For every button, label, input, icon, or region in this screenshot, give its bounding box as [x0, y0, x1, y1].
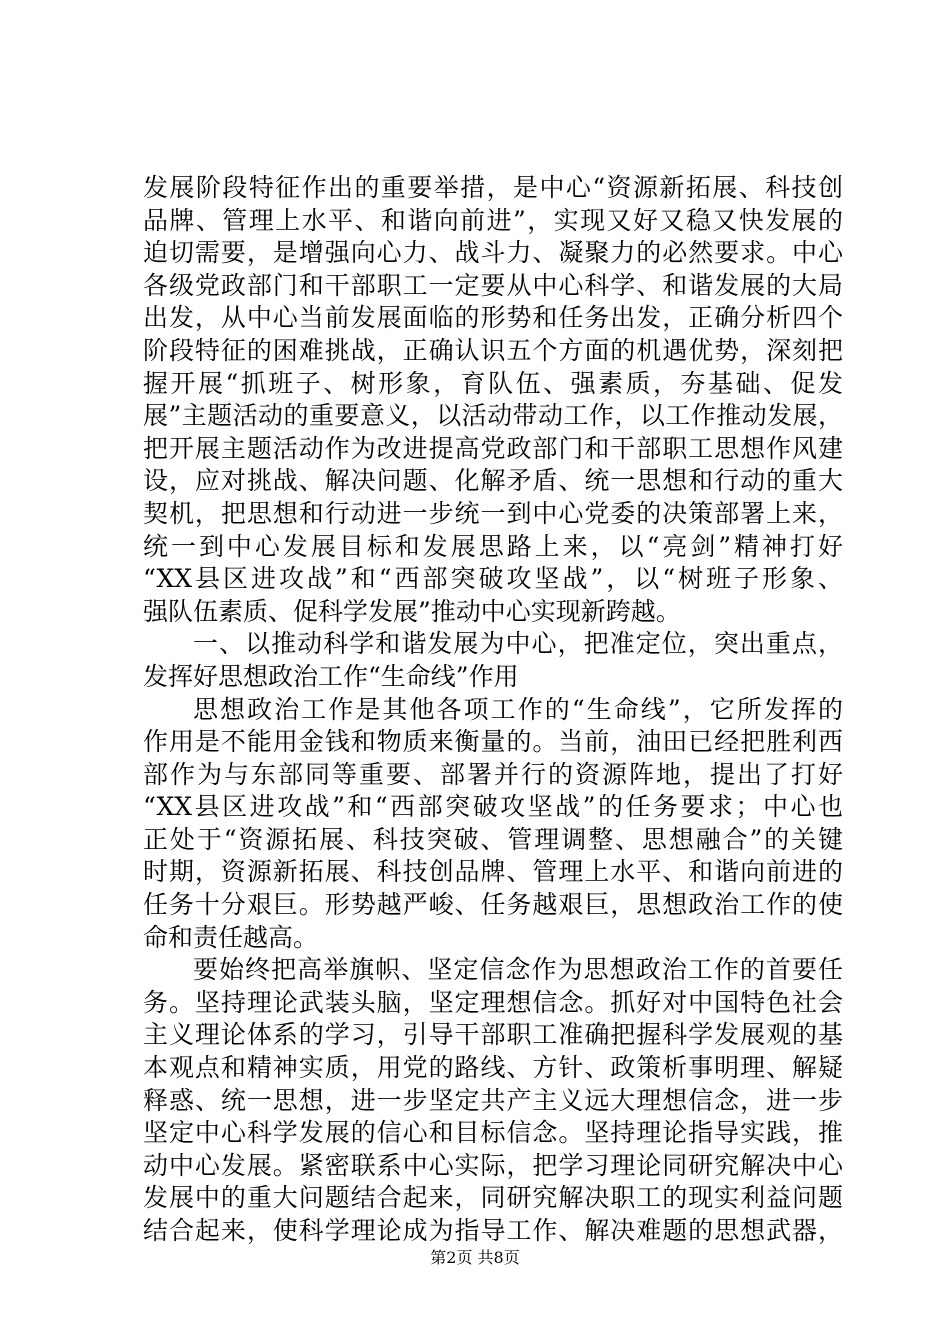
- text-line: 坚定中心科学发展的信心和目标信念。坚持理论指导实践，推: [143, 1118, 843, 1148]
- text-line: 契机，把思想和行动进一步统一到中心党委的决策部署上来，: [143, 498, 843, 528]
- page-footer: [0, 1248, 950, 1268]
- text-line: 品牌、管理上水平、和谐向前进”，实现又好又稳又快发展的: [143, 205, 843, 235]
- text-line: 释惑、统一思想，进一步坚定共产主义远大理想信念，进一步: [143, 1085, 843, 1115]
- text-line: 展”主题活动的重要意义，以活动带动工作，以工作推动发展，: [143, 401, 843, 431]
- text-line: 正处于“资源拓展、科技突破、管理调整、思想融合”的关键: [143, 824, 843, 854]
- page-number-label: 第2页 共8页: [430, 1248, 520, 1267]
- text-line: 握开展“抓班子、树形象，育队伍、强素质，夯基础、促发: [143, 368, 843, 398]
- section-heading-line: 发挥好思想政治工作“生命线”作用: [143, 661, 519, 691]
- text-line: 作用是不能用金钱和物质来衡量的。当前，油田已经把胜利西: [143, 727, 843, 757]
- document-body: [143, 172, 843, 1248]
- text-line: 主义理论体系的学习，引导干部职工准确把握科学发展观的基: [143, 1020, 843, 1050]
- text-line: 结合起来，使科学理论成为指导工作、解决难题的思想武器，: [143, 1216, 843, 1245]
- text-line: 命和责任越高。: [143, 922, 319, 952]
- text-line: 要始终把高举旗帜、坚定信念作为思想政治工作的首要任: [193, 955, 843, 985]
- text-line: 强队伍素质、促科学发展”推动中心实现新跨越。: [143, 596, 681, 626]
- text-line: 部作为与东部同等重要、部署并行的资源阵地，提出了打好: [143, 759, 843, 789]
- text-line: 迫切需要，是增强向心力、战斗力、凝聚力的必然要求。中心: [143, 238, 843, 268]
- text-line: 动中心发展。紧密联系中心实际，把学习理论同研究解决中心: [143, 1150, 843, 1180]
- text-line: 发展中的重大问题结合起来，同研究解决职工的现实利益问题: [143, 1183, 843, 1213]
- section-heading-line: 一、以推动科学和谐发展为中心，把准定位，突出重点，: [193, 629, 843, 659]
- text-line: 出发，从中心当前发展面临的形势和任务出发，正确分析四个: [143, 303, 843, 333]
- text-line: “XX县区进攻战”和“西部突破攻坚战”，以“树班子形象、: [143, 564, 843, 594]
- text-line: 把开展主题活动作为改进提高党政部门和干部职工思想作风建: [143, 433, 843, 463]
- text-line: 任务十分艰巨。形势越严峻、任务越艰巨，思想政治工作的使: [143, 890, 843, 920]
- text-line: 发展阶段特征作出的重要举措，是中心“资源新拓展、科技创: [143, 173, 843, 202]
- text-line: “XX县区进攻战”和“西部突破攻坚战”的任务要求；中心也: [143, 792, 843, 822]
- text-line: 统一到中心发展目标和发展思路上来，以“亮剑”精神打好: [143, 531, 843, 561]
- text-line: 各级党政部门和干部职工一定要从中心科学、和谐发展的大局: [143, 270, 843, 300]
- text-line: 本观点和精神实质，用党的路线、方针、政策析事明理、解疑: [143, 1053, 843, 1083]
- text-line: 务。坚持理论武装头脑，坚定理想信念。抓好对中国特色社会: [143, 987, 843, 1017]
- text-line: 思想政治工作是其他各项工作的“生命线”，它所发挥的: [193, 694, 843, 724]
- text-line: 设，应对挑战、解决问题、化解矛盾、统一思想和行动的重大: [143, 466, 843, 496]
- text-line: 时期，资源新拓展、科技创品牌、管理上水平、和谐向前进的: [143, 857, 843, 887]
- text-line: 阶段特征的困难挑战，正确认识五个方面的机遇优势，深刻把: [143, 335, 843, 365]
